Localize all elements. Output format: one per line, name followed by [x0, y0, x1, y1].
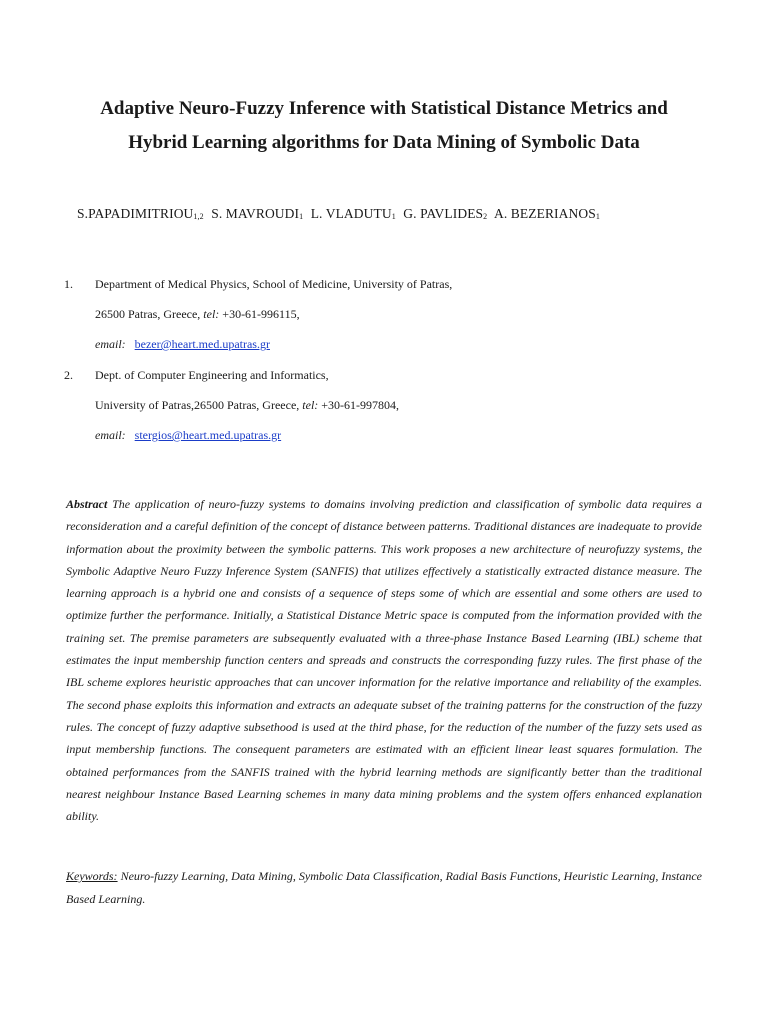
author-affiliation-mark: 1: [299, 212, 304, 221]
title-line-2: Hybrid Learning algorithms for Data Mining of Symbolic Data: [128, 132, 640, 153]
keywords-paragraph: [66, 865, 702, 911]
title-line-1: Adaptive Neuro-Fuzzy Inference with Statistical Distance Metrics and: [100, 98, 668, 119]
email-label: email:: [95, 428, 126, 442]
affiliation-department: Department of Medical Physics, School of Medicine, University of Patras,: [95, 277, 453, 291]
abstract-text: The application of neuro-fuzzy systems to domains involving prediction and classification of symbolic data requires a reconsideration and a careful definition of the concept of distance between patterns. Traditional distances are inadequate to provide information about the proximity between the symbolic patterns. This work proposes a new architecture of neurofuzzy systems, the Symbolic Adaptive Neuro Fuzzy Inference System (SANFIS) that utilizes effectively a statistically extracted distance measure. The learning approach is a hybrid one and consists of a sequence of steps some of which are essential and some others are used to optimize further the performance. Initially, a Statistical Distance Metric space is computed from the information provided with the training set. The premise parameters are subsequently evaluated with a three-phase Instance Based Learning (IBL) scheme that estimates the input membership function centers and spreads and constructs the corresponding fuzzy rules. The first phase of the IBL scheme explores heuristic approaches that can uncover information for the relative importance and reliability of the examples. The second phase exploits this information and extracts an adequate subset of the training patterns for the construction of the fuzzy rules. The concept of fuzzy adaptive subsethood is used at the third phase, for the reduction of the number of the fuzzy sets used as input membership functions. The consequent parameters are estimated with an efficient linear least squares formulation. The obtained performances from the SANFIS trained with the hybrid learning methods are significantly better than the traditional nearest neighbour Instance Based Learning schemes in many data mining problems and the system offers enhanced explanation ability.: [66, 497, 702, 824]
tel-label: tel:: [302, 398, 319, 412]
affiliation-department: Dept. of Computer Engineering and Informatics,: [95, 368, 329, 382]
affiliation-address: University of Patras,26500 Patras, Greece, tel: +30-61-997804,: [95, 398, 400, 412]
author-list: [77, 206, 737, 222]
affiliation-email: [95, 427, 281, 443]
author-affiliation-mark: 1: [595, 212, 600, 221]
author-name: S.PAPADIMITRIOU: [77, 206, 194, 221]
affiliation-number: 1.: [64, 277, 73, 291]
keywords-text: Neuro-fuzzy Learning, Data Mining, Symbolic Data Classification, Radial Basis Functions, Heuristic Learning, Instance Based Learning.: [66, 869, 703, 906]
abstract-label: Abstract: [66, 497, 108, 511]
author-affiliation-mark: 2: [483, 212, 488, 221]
affiliation-email: [95, 336, 270, 352]
paper-title: [40, 92, 728, 160]
author-name: L. VLADUTU: [310, 206, 392, 221]
tel-number: +30-61-996115,: [219, 307, 300, 321]
abstract-paragraph: [66, 493, 702, 827]
tel-number: +30-61-997804,: [318, 398, 400, 412]
affiliation-number: 2.: [64, 368, 73, 382]
author-name: A. BEZERIANOS: [494, 206, 596, 221]
author-affiliation-mark: 1,2: [193, 212, 204, 221]
tel-label: tel:: [203, 307, 220, 321]
email-link[interactable]: stergios@heart.med.upatras.gr: [134, 428, 282, 442]
keywords-label: Keywords:: [66, 869, 118, 883]
author-name: S. MAVROUDI: [211, 206, 300, 221]
email-label: email:: [95, 337, 126, 351]
author-name: G. PAVLIDES: [403, 206, 484, 221]
author-affiliation-mark: 1: [391, 212, 396, 221]
email-link[interactable]: bezer@heart.med.upatras.gr: [134, 337, 270, 351]
affiliation-address: 26500 Patras, Greece, tel: +30-61-996115,: [95, 307, 300, 321]
